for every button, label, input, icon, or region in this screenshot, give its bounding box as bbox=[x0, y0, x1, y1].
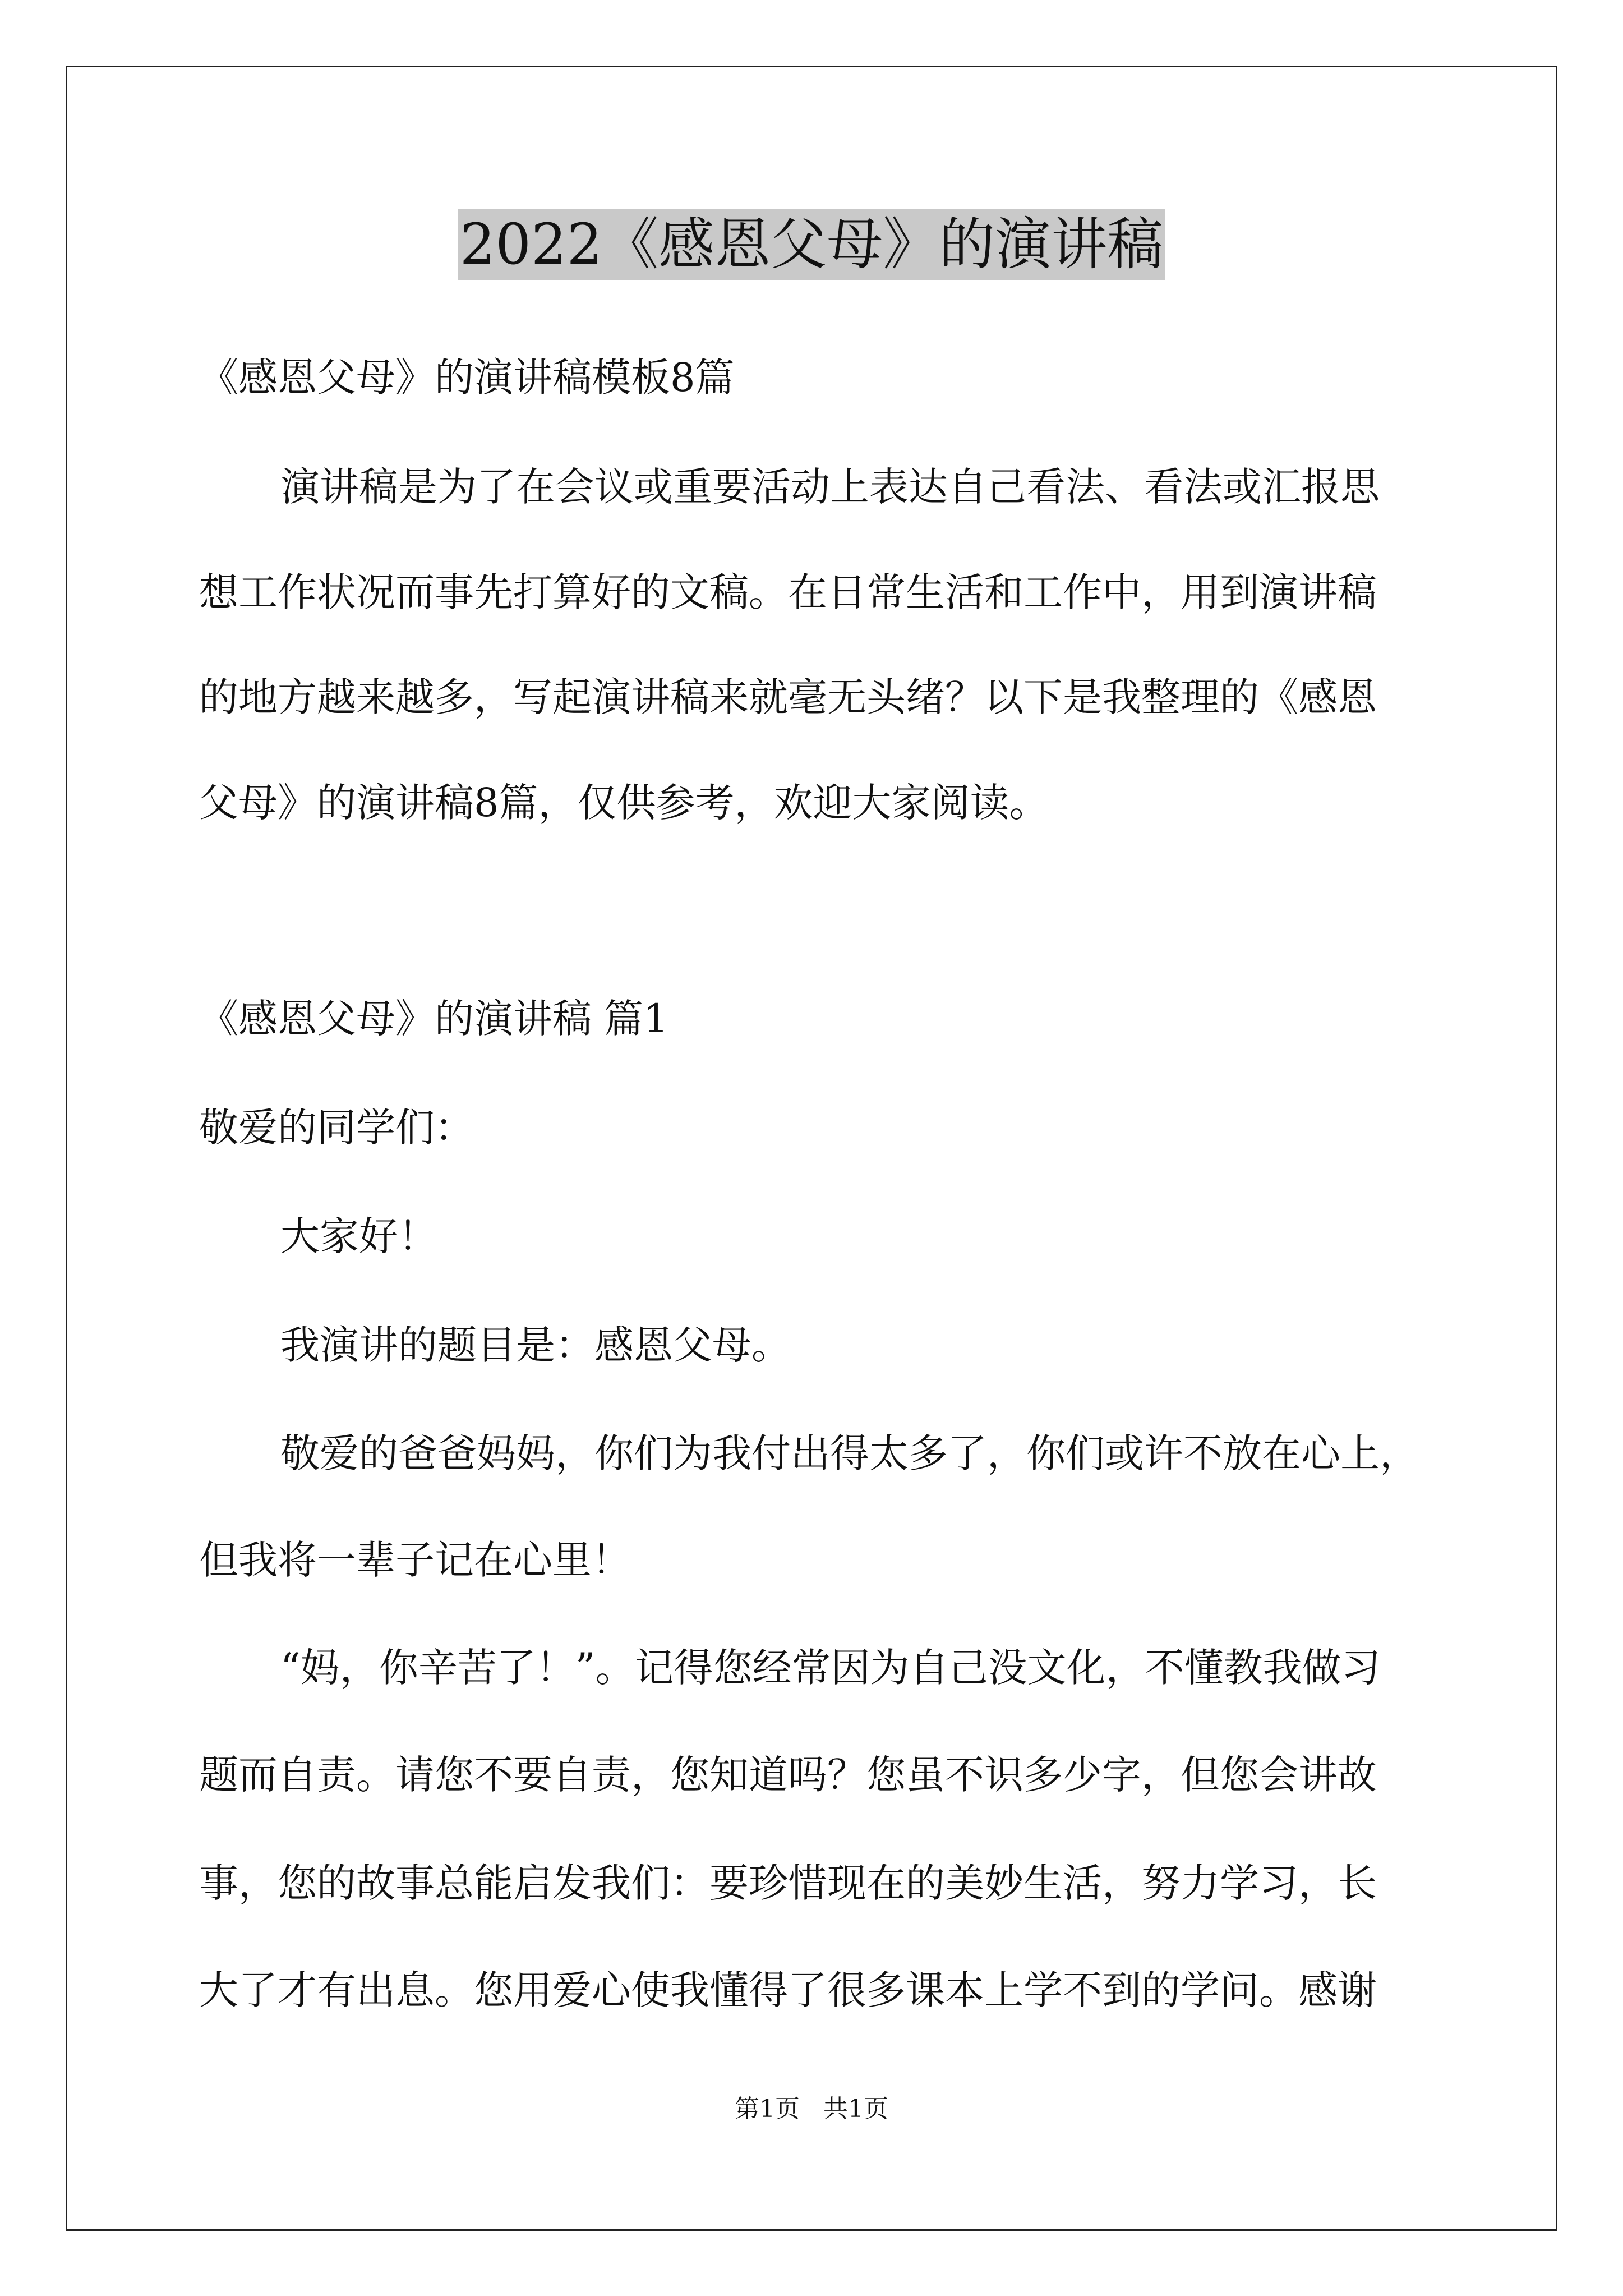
greeting: 大家好！ bbox=[280, 1213, 437, 1259]
document-title: 2022《感恩父母》的演讲稿 bbox=[458, 209, 1166, 280]
paragraph-line: 大了才有出息。您用爱心使我懂得了很多课本上学不到的学问。感谢 bbox=[199, 1967, 1377, 2013]
title-container bbox=[0, 209, 1623, 280]
paragraph-line: 但我将一辈子记在心里！ bbox=[199, 1537, 631, 1583]
paragraph-line: 题而自责。请您不要自责，您知道吗？您虽不识多少字，但您会讲故 bbox=[199, 1752, 1377, 1798]
paragraph-line: 事，您的故事总能启发我们：要珍惜现在的美妙生活，努力学习，长 bbox=[199, 1860, 1377, 1906]
section-heading: 《感恩父母》的演讲稿 篇1 bbox=[199, 996, 668, 1042]
paragraph-line: 敬爱的爸爸妈妈，你们为我付出得太多了，你们或许不放在心上， bbox=[280, 1430, 1419, 1476]
salutation: 敬爱的同学们： bbox=[199, 1105, 474, 1151]
subtitle: 《感恩父母》的演讲稿模板8篇 bbox=[199, 355, 735, 401]
intro-line: 想工作状况而事先打算好的文稿。在日常生活和工作中，用到演讲稿 bbox=[199, 569, 1377, 615]
paragraph-line: “妈，你辛苦了！”。记得您经常因为自己没文化，不懂教我做习 bbox=[280, 1645, 1381, 1691]
intro-line: 的地方越来越多，写起演讲稿来就毫无头绪？以下是我整理的《感恩 bbox=[199, 674, 1377, 720]
intro-line: 演讲稿是为了在会议或重要活动上表达自己看法、看法或汇报思 bbox=[280, 464, 1380, 510]
page-footer: 第1页 共1页 bbox=[735, 2095, 888, 2123]
intro-line: 父母》的演讲稿8篇，仅供参考，欢迎大家阅读。 bbox=[199, 780, 1049, 826]
topic-line: 我演讲的题目是：感恩父母。 bbox=[280, 1322, 791, 1368]
